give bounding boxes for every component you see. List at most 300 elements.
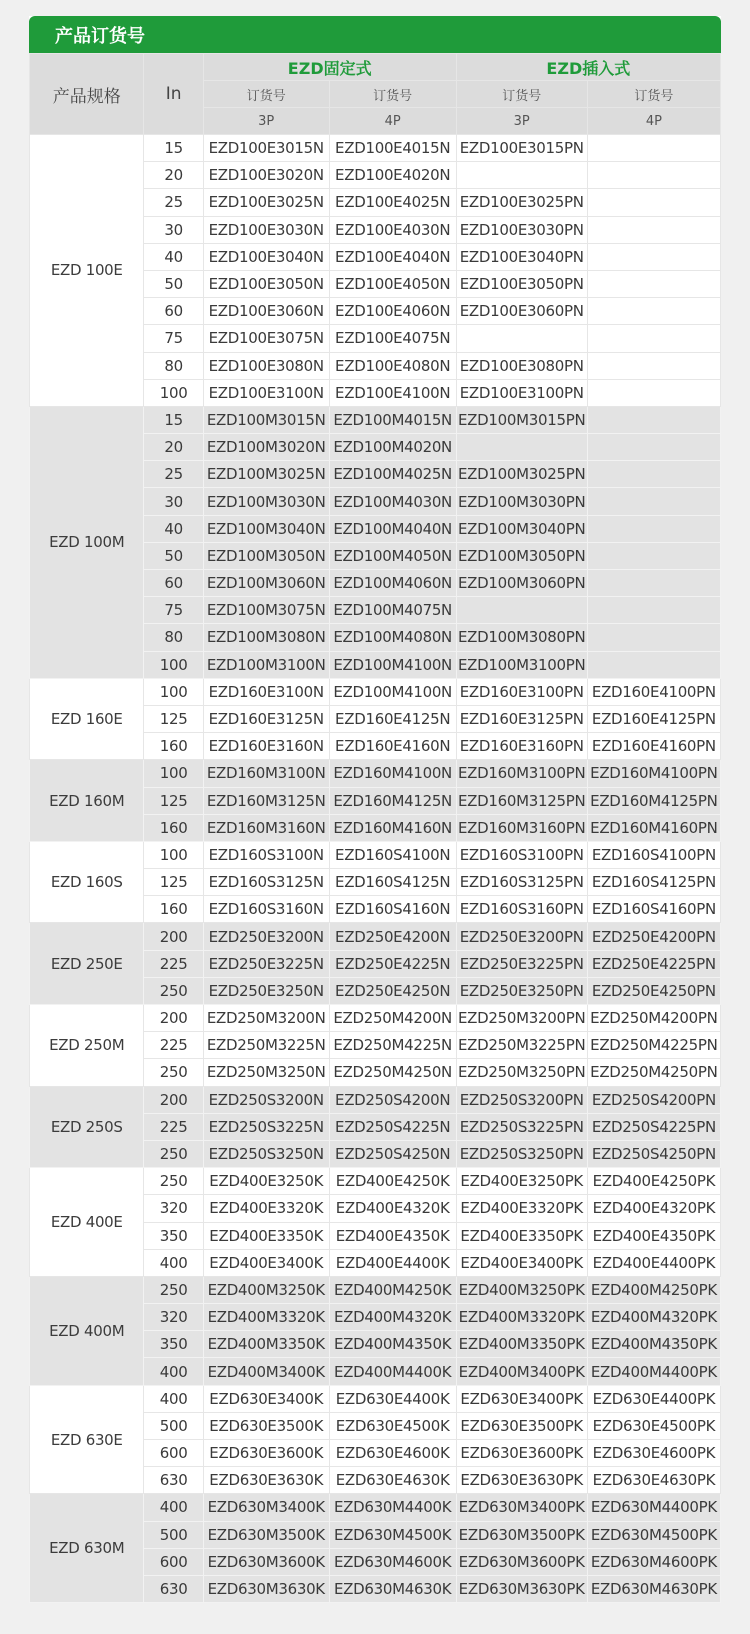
- fixed-3p-order-cell: EZD100E3025N: [203, 189, 329, 216]
- table-row: [30, 841, 721, 868]
- order-number-table: [29, 53, 721, 1603]
- fixed-4p-order-cell: EZD100M4030N: [329, 488, 456, 515]
- plugin-3p-order-cell: EZD160M3160PN: [456, 814, 587, 841]
- plugin-4p-order-cell: EZD630E4600PK: [587, 1440, 720, 1467]
- fixed-3p-order-cell: EZD250M3225N: [203, 1032, 329, 1059]
- fixed-3p-order-cell: EZD400E3320K: [203, 1195, 329, 1222]
- plugin-4p-order-cell: [587, 570, 720, 597]
- header-order-no: 订货号: [587, 81, 720, 108]
- plugin-3p-order-cell: EZD160S3125PN: [456, 869, 587, 896]
- table-row: [30, 135, 721, 162]
- plugin-3p-order-cell: EZD100M3015PN: [456, 406, 587, 433]
- fixed-4p-order-cell: EZD630M4600K: [329, 1548, 456, 1575]
- product-spec-cell: EZD 250S: [30, 1086, 144, 1168]
- fixed-3p-order-cell: EZD100M3060N: [203, 570, 329, 597]
- fixed-3p-order-cell: EZD400M3350K: [203, 1331, 329, 1358]
- fixed-3p-order-cell: EZD160E3100N: [203, 678, 329, 705]
- rated-current-cell: 200: [144, 923, 203, 950]
- plugin-4p-order-cell: [587, 624, 720, 651]
- fixed-4p-order-cell: EZD250M4250N: [329, 1059, 456, 1086]
- fixed-4p-order-cell: EZD100M4100N: [329, 678, 456, 705]
- fixed-4p-order-cell: EZD250E4200N: [329, 923, 456, 950]
- product-spec-cell: EZD 250M: [30, 1005, 144, 1087]
- plugin-3p-order-cell: EZD100E3060PN: [456, 298, 587, 325]
- fixed-3p-order-cell: EZD100M3080N: [203, 624, 329, 651]
- plugin-4p-order-cell: EZD160M4160PN: [587, 814, 720, 841]
- header-4p: 4P: [329, 108, 456, 135]
- table-body: [30, 135, 721, 1603]
- plugin-4p-order-cell: [587, 434, 720, 461]
- rated-current-cell: 75: [144, 597, 203, 624]
- rated-current-cell: 100: [144, 651, 203, 678]
- fixed-4p-order-cell: EZD160M4125N: [329, 787, 456, 814]
- fixed-4p-order-cell: EZD160E4160N: [329, 733, 456, 760]
- fixed-4p-order-cell: EZD100M4020N: [329, 434, 456, 461]
- plugin-4p-order-cell: [587, 515, 720, 542]
- plugin-4p-order-cell: [587, 162, 720, 189]
- rated-current-cell: 80: [144, 624, 203, 651]
- fixed-3p-order-cell: EZD160M3100N: [203, 760, 329, 787]
- plugin-4p-order-cell: EZD250E4225PN: [587, 950, 720, 977]
- rated-current-cell: 40: [144, 515, 203, 542]
- plugin-4p-order-cell: EZD400M4350PK: [587, 1331, 720, 1358]
- fixed-4p-order-cell: EZD100M4060N: [329, 570, 456, 597]
- fixed-4p-order-cell: EZD630M4630K: [329, 1575, 456, 1602]
- plugin-3p-order-cell: EZD160S3160PN: [456, 896, 587, 923]
- plugin-3p-order-cell: EZD400E3400PK: [456, 1249, 587, 1276]
- fixed-3p-order-cell: EZD630E3400K: [203, 1385, 329, 1412]
- plugin-4p-order-cell: EZD250M4250PN: [587, 1059, 720, 1086]
- fixed-4p-order-cell: EZD100E4050N: [329, 270, 456, 297]
- fixed-4p-order-cell: EZD250S4225N: [329, 1113, 456, 1140]
- rated-current-cell: 350: [144, 1222, 203, 1249]
- plugin-3p-order-cell: EZD160E3160PN: [456, 733, 587, 760]
- fixed-3p-order-cell: EZD100M3030N: [203, 488, 329, 515]
- plugin-3p-order-cell: EZD400E3350PK: [456, 1222, 587, 1249]
- plugin-3p-order-cell: EZD630M3400PK: [456, 1494, 587, 1521]
- plugin-3p-order-cell: EZD400E3250PK: [456, 1168, 587, 1195]
- fixed-4p-order-cell: EZD100E4020N: [329, 162, 456, 189]
- header-in: In: [144, 54, 203, 135]
- rated-current-cell: 500: [144, 1412, 203, 1439]
- plugin-4p-order-cell: [587, 216, 720, 243]
- plugin-4p-order-cell: [587, 651, 720, 678]
- rated-current-cell: 20: [144, 434, 203, 461]
- plugin-3p-order-cell: EZD100E3040PN: [456, 243, 587, 270]
- rated-current-cell: 20: [144, 162, 203, 189]
- fixed-3p-order-cell: EZD100M3075N: [203, 597, 329, 624]
- rated-current-cell: 600: [144, 1440, 203, 1467]
- rated-current-cell: 50: [144, 270, 203, 297]
- plugin-3p-order-cell: EZD400M3400PK: [456, 1358, 587, 1385]
- plugin-3p-order-cell: EZD160M3100PN: [456, 760, 587, 787]
- rated-current-cell: 250: [144, 977, 203, 1004]
- fixed-3p-order-cell: EZD630E3630K: [203, 1467, 329, 1494]
- fixed-3p-order-cell: EZD250S3250N: [203, 1140, 329, 1167]
- fixed-3p-order-cell: EZD630M3500K: [203, 1521, 329, 1548]
- fixed-4p-order-cell: EZD100E4030N: [329, 216, 456, 243]
- table-row: [30, 1494, 721, 1521]
- plugin-3p-order-cell: EZD630E3630PK: [456, 1467, 587, 1494]
- fixed-4p-order-cell: EZD100E4100N: [329, 379, 456, 406]
- plugin-4p-order-cell: [587, 406, 720, 433]
- fixed-3p-order-cell: EZD160M3160N: [203, 814, 329, 841]
- rated-current-cell: 15: [144, 406, 203, 433]
- fixed-3p-order-cell: EZD400M3320K: [203, 1304, 329, 1331]
- plugin-4p-order-cell: EZD250M4200PN: [587, 1005, 720, 1032]
- fixed-3p-order-cell: EZD100E3060N: [203, 298, 329, 325]
- fixed-3p-order-cell: EZD400E3350K: [203, 1222, 329, 1249]
- plugin-4p-order-cell: EZD400M4320PK: [587, 1304, 720, 1331]
- fixed-4p-order-cell: EZD400M4320K: [329, 1304, 456, 1331]
- rated-current-cell: 60: [144, 298, 203, 325]
- header-3p: 3P: [456, 108, 587, 135]
- plugin-4p-order-cell: EZD630M4400PK: [587, 1494, 720, 1521]
- plugin-3p-order-cell: EZD250S3225PN: [456, 1113, 587, 1140]
- plugin-4p-order-cell: EZD400E4320PK: [587, 1195, 720, 1222]
- header-fixed: EZD固定式: [203, 54, 456, 81]
- fixed-4p-order-cell: EZD630E4600K: [329, 1440, 456, 1467]
- rated-current-cell: 60: [144, 570, 203, 597]
- plugin-3p-order-cell: EZD160E3100PN: [456, 678, 587, 705]
- plugin-3p-order-cell: [456, 597, 587, 624]
- fixed-3p-order-cell: EZD100E3015N: [203, 135, 329, 162]
- rated-current-cell: 225: [144, 1032, 203, 1059]
- sheet-title: 产品订货号: [29, 16, 721, 53]
- header-4p: 4P: [587, 108, 720, 135]
- order-number-sheet: [29, 16, 721, 1603]
- plugin-4p-order-cell: EZD400M4250PK: [587, 1276, 720, 1303]
- plugin-4p-order-cell: EZD400E4250PK: [587, 1168, 720, 1195]
- fixed-3p-order-cell: EZD400M3250K: [203, 1276, 329, 1303]
- rated-current-cell: 160: [144, 896, 203, 923]
- fixed-3p-order-cell: EZD100E3030N: [203, 216, 329, 243]
- plugin-4p-order-cell: EZD160S4125PN: [587, 869, 720, 896]
- fixed-3p-order-cell: EZD160E3160N: [203, 733, 329, 760]
- rated-current-cell: 225: [144, 1113, 203, 1140]
- fixed-4p-order-cell: EZD400E4350K: [329, 1222, 456, 1249]
- fixed-3p-order-cell: EZD100M3100N: [203, 651, 329, 678]
- fixed-4p-order-cell: EZD100E4025N: [329, 189, 456, 216]
- plugin-4p-order-cell: EZD160M4100PN: [587, 760, 720, 787]
- rated-current-cell: 320: [144, 1304, 203, 1331]
- fixed-4p-order-cell: EZD100E4015N: [329, 135, 456, 162]
- fixed-3p-order-cell: EZD250M3200N: [203, 1005, 329, 1032]
- product-spec-cell: EZD 160S: [30, 841, 144, 923]
- plugin-4p-order-cell: EZD160S4100PN: [587, 841, 720, 868]
- rated-current-cell: 100: [144, 760, 203, 787]
- plugin-3p-order-cell: EZD250M3250PN: [456, 1059, 587, 1086]
- fixed-4p-order-cell: EZD100E4075N: [329, 325, 456, 352]
- rated-current-cell: 250: [144, 1276, 203, 1303]
- fixed-3p-order-cell: EZD100E3080N: [203, 352, 329, 379]
- fixed-3p-order-cell: EZD400M3400K: [203, 1358, 329, 1385]
- fixed-4p-order-cell: EZD250M4200N: [329, 1005, 456, 1032]
- fixed-4p-order-cell: EZD100M4100N: [329, 651, 456, 678]
- fixed-4p-order-cell: EZD630E4500K: [329, 1412, 456, 1439]
- plugin-3p-order-cell: EZD100M3025PN: [456, 461, 587, 488]
- plugin-3p-order-cell: EZD100M3050PN: [456, 542, 587, 569]
- rated-current-cell: 100: [144, 379, 203, 406]
- fixed-4p-order-cell: EZD100M4025N: [329, 461, 456, 488]
- plugin-4p-order-cell: [587, 352, 720, 379]
- plugin-3p-order-cell: EZD630E3400PK: [456, 1385, 587, 1412]
- product-spec-cell: EZD 160M: [30, 760, 144, 842]
- rated-current-cell: 125: [144, 787, 203, 814]
- plugin-3p-order-cell: EZD100E3080PN: [456, 352, 587, 379]
- plugin-3p-order-cell: EZD630M3630PK: [456, 1575, 587, 1602]
- plugin-4p-order-cell: EZD630E4630PK: [587, 1467, 720, 1494]
- plugin-3p-order-cell: EZD630E3500PK: [456, 1412, 587, 1439]
- fixed-3p-order-cell: EZD250M3250N: [203, 1059, 329, 1086]
- plugin-4p-order-cell: EZD630E4400PK: [587, 1385, 720, 1412]
- fixed-4p-order-cell: EZD160S4160N: [329, 896, 456, 923]
- plugin-4p-order-cell: [587, 243, 720, 270]
- fixed-4p-order-cell: EZD630E4630K: [329, 1467, 456, 1494]
- fixed-3p-order-cell: EZD100M3040N: [203, 515, 329, 542]
- plugin-3p-order-cell: EZD100M3040PN: [456, 515, 587, 542]
- fixed-4p-order-cell: EZD250M4225N: [329, 1032, 456, 1059]
- fixed-4p-order-cell: EZD400E4250K: [329, 1168, 456, 1195]
- plugin-4p-order-cell: EZD630M4500PK: [587, 1521, 720, 1548]
- fixed-3p-order-cell: EZD100M3015N: [203, 406, 329, 433]
- rated-current-cell: 125: [144, 869, 203, 896]
- plugin-3p-order-cell: EZD250S3200PN: [456, 1086, 587, 1113]
- plugin-4p-order-cell: [587, 597, 720, 624]
- plugin-3p-order-cell: EZD400M3250PK: [456, 1276, 587, 1303]
- plugin-4p-order-cell: EZD160E4160PN: [587, 733, 720, 760]
- plugin-3p-order-cell: EZD100M3080PN: [456, 624, 587, 651]
- plugin-3p-order-cell: EZD250M3225PN: [456, 1032, 587, 1059]
- plugin-3p-order-cell: EZD100M3030PN: [456, 488, 587, 515]
- fixed-3p-order-cell: EZD630M3400K: [203, 1494, 329, 1521]
- plugin-3p-order-cell: EZD100E3025PN: [456, 189, 587, 216]
- rated-current-cell: 630: [144, 1575, 203, 1602]
- plugin-4p-order-cell: [587, 488, 720, 515]
- fixed-3p-order-cell: EZD250S3225N: [203, 1113, 329, 1140]
- rated-current-cell: 400: [144, 1358, 203, 1385]
- plugin-3p-order-cell: EZD630E3600PK: [456, 1440, 587, 1467]
- fixed-4p-order-cell: EZD630M4500K: [329, 1521, 456, 1548]
- plugin-3p-order-cell: EZD100E3015PN: [456, 135, 587, 162]
- fixed-4p-order-cell: EZD400M4350K: [329, 1331, 456, 1358]
- plugin-3p-order-cell: EZD100E3050PN: [456, 270, 587, 297]
- fixed-3p-order-cell: EZD100M3025N: [203, 461, 329, 488]
- fixed-4p-order-cell: EZD100M4050N: [329, 542, 456, 569]
- plugin-3p-order-cell: EZD100M3100PN: [456, 651, 587, 678]
- fixed-4p-order-cell: EZD100M4080N: [329, 624, 456, 651]
- plugin-3p-order-cell: EZD630M3600PK: [456, 1548, 587, 1575]
- plugin-3p-order-cell: EZD250M3200PN: [456, 1005, 587, 1032]
- fixed-4p-order-cell: EZD100E4080N: [329, 352, 456, 379]
- plugin-3p-order-cell: EZD400M3350PK: [456, 1331, 587, 1358]
- fixed-4p-order-cell: EZD160S4100N: [329, 841, 456, 868]
- plugin-4p-order-cell: EZD400M4400PK: [587, 1358, 720, 1385]
- fixed-4p-order-cell: EZD160M4100N: [329, 760, 456, 787]
- fixed-4p-order-cell: EZD400E4400K: [329, 1249, 456, 1276]
- fixed-4p-order-cell: EZD250E4225N: [329, 950, 456, 977]
- fixed-4p-order-cell: EZD160M4160N: [329, 814, 456, 841]
- product-spec-cell: EZD 100M: [30, 406, 144, 678]
- rated-current-cell: 30: [144, 488, 203, 515]
- plugin-4p-order-cell: [587, 461, 720, 488]
- plugin-3p-order-cell: [456, 434, 587, 461]
- fixed-3p-order-cell: EZD160M3125N: [203, 787, 329, 814]
- rated-current-cell: 200: [144, 1086, 203, 1113]
- fixed-3p-order-cell: EZD160E3125N: [203, 705, 329, 732]
- product-spec-cell: EZD 630M: [30, 1494, 144, 1603]
- rated-current-cell: 250: [144, 1140, 203, 1167]
- plugin-3p-order-cell: EZD250S3250PN: [456, 1140, 587, 1167]
- rated-current-cell: 225: [144, 950, 203, 977]
- rated-current-cell: 160: [144, 814, 203, 841]
- fixed-4p-order-cell: EZD160E4125N: [329, 705, 456, 732]
- plugin-3p-order-cell: EZD100M3060PN: [456, 570, 587, 597]
- fixed-3p-order-cell: EZD250E3250N: [203, 977, 329, 1004]
- fixed-4p-order-cell: EZD400M4250K: [329, 1276, 456, 1303]
- fixed-3p-order-cell: EZD100M3050N: [203, 542, 329, 569]
- table-row: [30, 1276, 721, 1303]
- rated-current-cell: 25: [144, 189, 203, 216]
- table-header: [30, 54, 721, 135]
- product-spec-cell: EZD 160E: [30, 678, 144, 760]
- plugin-4p-order-cell: EZD630M4600PK: [587, 1548, 720, 1575]
- rated-current-cell: 160: [144, 733, 203, 760]
- rated-current-cell: 50: [144, 542, 203, 569]
- plugin-4p-order-cell: EZD160M4125PN: [587, 787, 720, 814]
- rated-current-cell: 200: [144, 1005, 203, 1032]
- plugin-4p-order-cell: [587, 325, 720, 352]
- fixed-3p-order-cell: EZD630M3630K: [203, 1575, 329, 1602]
- fixed-4p-order-cell: EZD630M4400K: [329, 1494, 456, 1521]
- rated-current-cell: 600: [144, 1548, 203, 1575]
- fixed-3p-order-cell: EZD100E3040N: [203, 243, 329, 270]
- header-3p: 3P: [203, 108, 329, 135]
- plugin-3p-order-cell: EZD160E3125PN: [456, 705, 587, 732]
- plugin-3p-order-cell: [456, 162, 587, 189]
- fixed-3p-order-cell: EZD630E3500K: [203, 1412, 329, 1439]
- rated-current-cell: 30: [144, 216, 203, 243]
- rated-current-cell: 320: [144, 1195, 203, 1222]
- rated-current-cell: 100: [144, 678, 203, 705]
- table-row: [30, 1005, 721, 1032]
- table-row: [30, 1086, 721, 1113]
- fixed-4p-order-cell: EZD160S4125N: [329, 869, 456, 896]
- rated-current-cell: 630: [144, 1467, 203, 1494]
- fixed-3p-order-cell: EZD100E3020N: [203, 162, 329, 189]
- fixed-3p-order-cell: EZD250E3225N: [203, 950, 329, 977]
- plugin-4p-order-cell: EZD250E4200PN: [587, 923, 720, 950]
- fixed-3p-order-cell: EZD100E3100N: [203, 379, 329, 406]
- fixed-3p-order-cell: EZD100E3075N: [203, 325, 329, 352]
- plugin-4p-order-cell: [587, 298, 720, 325]
- plugin-3p-order-cell: EZD250E3225PN: [456, 950, 587, 977]
- rated-current-cell: 250: [144, 1168, 203, 1195]
- fixed-4p-order-cell: EZD400E4320K: [329, 1195, 456, 1222]
- rated-current-cell: 350: [144, 1331, 203, 1358]
- table-row: [30, 678, 721, 705]
- plugin-4p-order-cell: [587, 542, 720, 569]
- fixed-3p-order-cell: EZD100M3020N: [203, 434, 329, 461]
- table-row: [30, 1385, 721, 1412]
- product-spec-cell: EZD 630E: [30, 1385, 144, 1494]
- plugin-4p-order-cell: EZD400E4400PK: [587, 1249, 720, 1276]
- plugin-4p-order-cell: EZD160S4160PN: [587, 896, 720, 923]
- fixed-3p-order-cell: EZD160S3100N: [203, 841, 329, 868]
- fixed-3p-order-cell: EZD250E3200N: [203, 923, 329, 950]
- plugin-3p-order-cell: EZD400M3320PK: [456, 1304, 587, 1331]
- fixed-4p-order-cell: EZD400M4400K: [329, 1358, 456, 1385]
- fixed-4p-order-cell: EZD100M4075N: [329, 597, 456, 624]
- fixed-4p-order-cell: EZD250E4250N: [329, 977, 456, 1004]
- plugin-3p-order-cell: EZD160S3100PN: [456, 841, 587, 868]
- plugin-3p-order-cell: EZD250E3200PN: [456, 923, 587, 950]
- plugin-4p-order-cell: [587, 135, 720, 162]
- plugin-4p-order-cell: [587, 379, 720, 406]
- table-row: [30, 1168, 721, 1195]
- plugin-3p-order-cell: [456, 325, 587, 352]
- table-row: [30, 406, 721, 433]
- fixed-3p-order-cell: EZD630M3600K: [203, 1548, 329, 1575]
- plugin-4p-order-cell: EZD160E4100PN: [587, 678, 720, 705]
- rated-current-cell: 400: [144, 1385, 203, 1412]
- plugin-4p-order-cell: EZD160E4125PN: [587, 705, 720, 732]
- rated-current-cell: 400: [144, 1494, 203, 1521]
- fixed-3p-order-cell: EZD160S3125N: [203, 869, 329, 896]
- plugin-3p-order-cell: EZD100E3030PN: [456, 216, 587, 243]
- plugin-4p-order-cell: EZD250S4250PN: [587, 1140, 720, 1167]
- product-spec-cell: EZD 400M: [30, 1276, 144, 1385]
- fixed-3p-order-cell: EZD630E3600K: [203, 1440, 329, 1467]
- rated-current-cell: 25: [144, 461, 203, 488]
- fixed-4p-order-cell: EZD100E4060N: [329, 298, 456, 325]
- header-spec: 产品规格: [30, 54, 144, 135]
- fixed-4p-order-cell: EZD630E4400K: [329, 1385, 456, 1412]
- fixed-3p-order-cell: EZD400E3250K: [203, 1168, 329, 1195]
- fixed-4p-order-cell: EZD250S4200N: [329, 1086, 456, 1113]
- plugin-4p-order-cell: EZD250S4200PN: [587, 1086, 720, 1113]
- rated-current-cell: 250: [144, 1059, 203, 1086]
- plugin-3p-order-cell: EZD630M3500PK: [456, 1521, 587, 1548]
- fixed-4p-order-cell: EZD250S4250N: [329, 1140, 456, 1167]
- product-spec-cell: EZD 400E: [30, 1168, 144, 1277]
- rated-current-cell: 125: [144, 705, 203, 732]
- rated-current-cell: 75: [144, 325, 203, 352]
- header-plugin: EZD插入式: [456, 54, 720, 81]
- plugin-3p-order-cell: EZD100E3100PN: [456, 379, 587, 406]
- rated-current-cell: 100: [144, 841, 203, 868]
- fixed-3p-order-cell: EZD250S3200N: [203, 1086, 329, 1113]
- header-order-no: 订货号: [329, 81, 456, 108]
- rated-current-cell: 80: [144, 352, 203, 379]
- fixed-4p-order-cell: EZD100M4040N: [329, 515, 456, 542]
- plugin-4p-order-cell: EZD630M4630PK: [587, 1575, 720, 1602]
- rated-current-cell: 40: [144, 243, 203, 270]
- plugin-4p-order-cell: EZD400E4350PK: [587, 1222, 720, 1249]
- fixed-3p-order-cell: EZD160S3160N: [203, 896, 329, 923]
- table-row: [30, 923, 721, 950]
- rated-current-cell: 500: [144, 1521, 203, 1548]
- header-order-no: 订货号: [456, 81, 587, 108]
- rated-current-cell: 400: [144, 1249, 203, 1276]
- plugin-3p-order-cell: EZD250E3250PN: [456, 977, 587, 1004]
- table-row: [30, 760, 721, 787]
- plugin-4p-order-cell: EZD250E4250PN: [587, 977, 720, 1004]
- plugin-4p-order-cell: [587, 270, 720, 297]
- plugin-4p-order-cell: EZD630E4500PK: [587, 1412, 720, 1439]
- plugin-4p-order-cell: EZD250M4225PN: [587, 1032, 720, 1059]
- fixed-4p-order-cell: EZD100E4040N: [329, 243, 456, 270]
